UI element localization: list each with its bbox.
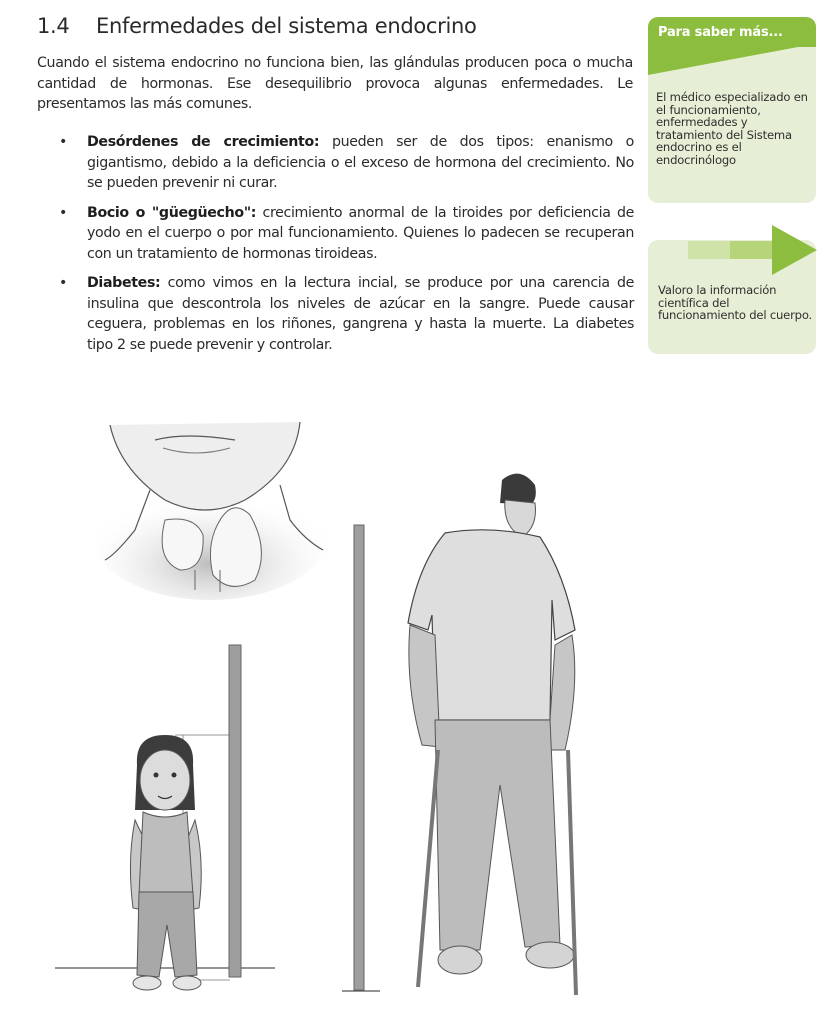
section-title: Enfermedades del sistema endocrino [96, 14, 477, 38]
list-item [57, 203, 634, 265]
list-item-term: Desórdenes de crecimiento: [87, 134, 320, 150]
value-box-body: Valoro la información científica del funcionamiento del cuerpo. [658, 283, 812, 323]
list-item-term: Diabetes: [87, 275, 161, 291]
goiter-illustration [95, 410, 325, 600]
list-item-text: pueden ser de dos tipos: enanismo o gigantismo, debido a la deficiencia o el exceso de hormona del crecimiento. No se pueden prevenir ni curar. [87, 134, 634, 191]
bullet-icon: • [59, 275, 68, 291]
info-box-title: Para saber más... [658, 25, 783, 40]
bullet-icon: • [59, 204, 68, 221]
disease-list [57, 132, 634, 364]
arrow-right-icon [772, 225, 817, 275]
section-heading [37, 14, 477, 38]
intro-paragraph: Cuando el sistema endocrino no funciona bien, las glándulas producen poca o mucha cantidad de hormonas. Ese desequilibrio provoca algunas enfermedades. Le presentamos las más comunes. [37, 55, 633, 112]
info-sidebar-box [648, 17, 816, 203]
info-box-body: El médico especializado en el funcionamiento, enfermedades y tratamiento del Sistema endocrino es el endocrinólogo [656, 90, 808, 167]
list-item-text: como vimos en la lectura incial, se produce por una carencia de insulina que descontrola los niveles de azúcar en la sangre. Puede causar ceguera, problemas en los riñones, gangrena y hasta la muerte. La diabetes tipo 2 se puede prevenir y controlar. [87, 275, 634, 353]
arrow-shaft-mid [730, 241, 772, 259]
list-item [57, 273, 634, 355]
section-number: 1.4 [37, 14, 70, 38]
gigantism-illustration [340, 465, 600, 1020]
bullet-icon: • [59, 134, 68, 150]
arrow-shaft-light [688, 241, 730, 259]
list-item-text: crecimiento anormal de la tiroides por deficiencia de yodo en el cuerpo o por mal funcionamiento. Quienes lo padecen se recuperan con un tratamiento de hormonas tiroideas. [87, 204, 634, 262]
info-box-header-tail [648, 47, 798, 75]
dwarfism-illustration [55, 640, 305, 1010]
list-item [57, 132, 634, 194]
list-item-term: Bocio o "güegüecho": [87, 204, 257, 221]
